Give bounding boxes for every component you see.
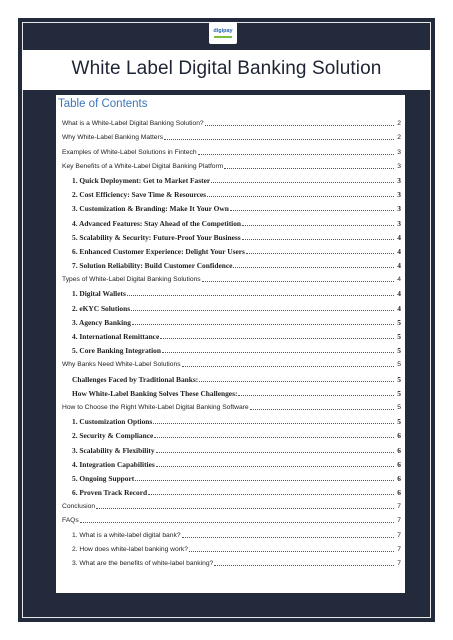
toc-entry[interactable] <box>62 284 401 298</box>
toc-entry[interactable] <box>62 270 401 284</box>
toc-entry-title: 5. Ongoing Support <box>72 473 135 483</box>
toc-dot-leader <box>153 423 394 424</box>
toc-page-number: 4 <box>397 303 401 313</box>
toc-page-number: 5 <box>397 346 401 356</box>
toc-entry[interactable] <box>62 469 401 483</box>
toc-page-number: 2 <box>397 120 401 128</box>
toc-entry[interactable] <box>62 228 401 242</box>
toc-page-number: 5 <box>397 374 401 384</box>
toc-entry-title: 1. Digital Wallets <box>72 289 126 299</box>
toc-page-number: 4 <box>397 289 401 299</box>
toc-page-number: 5 <box>397 317 401 327</box>
digipay-logo <box>209 22 237 44</box>
toc-dot-leader <box>148 494 394 495</box>
toc-entry[interactable] <box>62 171 401 185</box>
toc-dot-leader <box>131 310 394 311</box>
toc-page-number: 7 <box>397 531 401 539</box>
toc-dot-leader <box>230 210 394 211</box>
toc-entry-title: 6. Proven Track Record <box>72 488 148 498</box>
toc-entry-title: 1. Quick Deployment: Get to Market Faster <box>72 175 211 185</box>
toc-entry[interactable] <box>62 355 401 369</box>
toc-dot-leader <box>198 154 394 155</box>
toc-page-number: 3 <box>397 204 401 214</box>
toc-entry-title: What is a White-Label Digital Banking Solution? <box>62 120 204 128</box>
toc-page-number: 6 <box>397 473 401 483</box>
toc-dot-leader <box>224 168 394 169</box>
toc-entry[interactable] <box>62 369 401 383</box>
toc-dot-leader <box>160 338 394 339</box>
toc-entry[interactable] <box>62 540 401 554</box>
toc-entry-title: 2. Cost Efficiency: Save Time & Resources <box>72 190 207 200</box>
toc-page-number: 4 <box>397 232 401 242</box>
toc-entry-title: Conclusion <box>62 503 96 511</box>
page-title: White Label Digital Banking Solution <box>71 58 382 79</box>
toc-entry-title: 5. Core Banking Integration <box>72 346 161 356</box>
toc-page-number: 3 <box>397 175 401 185</box>
toc-page-number: 5 <box>397 403 401 411</box>
toc-entry[interactable] <box>62 185 401 199</box>
toc-entry[interactable] <box>62 398 401 412</box>
toc-dot-leader <box>233 267 394 268</box>
toc-entry-title: 2. eKYC Solutions <box>72 303 131 313</box>
toc-page-number: 4 <box>397 261 401 271</box>
logo-text: digipay <box>213 28 233 34</box>
toc-entry[interactable] <box>62 157 401 171</box>
toc-entry[interactable] <box>62 199 401 213</box>
toc-entry[interactable] <box>62 440 401 454</box>
toc-entry-title: Challenges Faced by Traditional Banks: <box>72 374 199 384</box>
toc-page-number: 3 <box>397 190 401 200</box>
toc-dot-leader <box>132 324 394 325</box>
toc-entry[interactable] <box>62 412 401 426</box>
toc-page-number: 5 <box>397 388 401 398</box>
toc-dot-leader <box>214 565 394 566</box>
toc-page-number: 6 <box>397 431 401 441</box>
toc-page-number: 6 <box>397 445 401 455</box>
toc-entry[interactable] <box>62 327 401 341</box>
toc-entry-title: 1. Customization Options <box>72 417 153 427</box>
toc-entry[interactable] <box>62 298 401 312</box>
toc-entry[interactable] <box>62 242 401 256</box>
toc-heading: Table of Contents <box>58 98 148 110</box>
toc-entry-title: 3. Agency Banking <box>72 317 131 327</box>
toc-page-number: 6 <box>397 488 401 498</box>
toc-entry[interactable] <box>62 341 401 355</box>
toc-dot-leader <box>182 366 394 367</box>
toc-dot-leader <box>199 381 394 382</box>
toc-entry-title: 3. Customization & Branding: Make It Your Own <box>72 204 229 214</box>
toc-dot-leader <box>238 395 394 396</box>
toc-page-number: 7 <box>397 517 401 525</box>
toc-dot-leader <box>250 409 394 410</box>
toc-page-number: 4 <box>397 276 401 284</box>
toc-entry[interactable] <box>62 142 401 156</box>
toc-entry-title: 7. Solution Reliability: Build Customer Confidence <box>72 261 233 271</box>
toc-entry-title: Examples of White-Label Solutions in Fintech <box>62 148 197 156</box>
toc-entry-title: 4. Advanced Features: Stay Ahead of the Competition <box>72 218 242 228</box>
toc-dot-leader <box>156 452 394 453</box>
toc-entry-title: How to Choose the Right White-Label Digital Banking Software <box>62 403 249 411</box>
toc-entry-title: 4. Integration Capabilities <box>72 459 155 469</box>
toc-page-number: 5 <box>397 332 401 341</box>
toc-entry[interactable] <box>62 525 401 539</box>
toc-entry-title: 5. Scalability & Security: Future-Proof Your Business <box>72 232 241 242</box>
toc-entry[interactable] <box>62 455 401 469</box>
toc-entry-title: Key Benefits of a White-Label Digital Banking Platform <box>62 162 224 170</box>
toc-entry[interactable] <box>62 554 401 568</box>
toc-page-number: 3 <box>397 162 401 170</box>
toc-page-number: 7 <box>397 560 401 567</box>
toc-dot-leader <box>211 182 394 183</box>
toc-dot-leader <box>80 522 394 523</box>
toc-page-number: 5 <box>397 417 401 427</box>
toc-entry[interactable] <box>62 128 401 142</box>
toc-page-number: 4 <box>397 246 401 256</box>
toc-panel <box>56 95 405 593</box>
toc-dot-leader <box>96 508 394 509</box>
toc-dot-leader <box>135 480 394 481</box>
toc-entry-title: 2. Security & Compliance <box>72 431 154 441</box>
toc-entry[interactable] <box>62 384 401 398</box>
toc-list <box>62 114 401 568</box>
title-band <box>22 50 431 90</box>
toc-entry-title: Why White-Label Banking Matters <box>62 134 164 142</box>
toc-entry-title: 3. What are the benefits of white-label banking? <box>72 560 214 567</box>
toc-entry[interactable] <box>62 483 401 497</box>
toc-entry-title: Why Banks Need White-Label Solutions <box>62 361 181 369</box>
toc-dot-leader <box>156 466 394 467</box>
toc-dot-leader <box>189 551 394 552</box>
toc-page-number: 5 <box>397 361 401 369</box>
toc-dot-leader <box>154 437 394 438</box>
toc-entry-title: 3. Scalability & Flexibility <box>72 445 155 455</box>
toc-dot-leader <box>182 537 394 538</box>
toc-entry-title: 2. How does white-label banking work? <box>72 545 188 553</box>
toc-entry[interactable] <box>62 511 401 525</box>
toc-entry[interactable] <box>62 426 401 440</box>
toc-entry-title: FAQs <box>62 517 79 525</box>
toc-entry-title: Types of White-Label Digital Banking Solutions <box>62 276 201 284</box>
toc-dot-leader <box>202 281 394 282</box>
toc-entry[interactable] <box>62 256 401 270</box>
toc-dot-leader <box>205 125 394 126</box>
toc-entry-title: How White-Label Banking Solves These Challenges: <box>72 388 238 398</box>
logo-accent-bar <box>214 36 232 38</box>
toc-entry[interactable] <box>62 213 401 227</box>
toc-entry[interactable] <box>62 114 401 128</box>
toc-page-number: 7 <box>397 503 401 511</box>
toc-page-number: 3 <box>397 148 401 156</box>
toc-entry[interactable] <box>62 497 401 511</box>
toc-entry[interactable] <box>62 313 401 327</box>
toc-page-number: 2 <box>397 134 401 142</box>
toc-dot-leader <box>246 253 394 254</box>
toc-page-number: 6 <box>397 459 401 469</box>
toc-entry-title: 1. What is a white-label digital bank? <box>72 531 181 539</box>
toc-entry-title: 6. Enhanced Customer Experience: Delight Your Users <box>72 246 245 256</box>
toc-dot-leader <box>242 225 394 226</box>
toc-entry-title: 4. International Remittance <box>72 332 160 341</box>
toc-dot-leader <box>162 352 394 353</box>
toc-dot-leader <box>242 239 394 240</box>
toc-dot-leader <box>164 139 394 140</box>
toc-dot-leader <box>207 196 394 197</box>
toc-page-number: 3 <box>397 218 401 228</box>
toc-page-number: 7 <box>397 545 401 553</box>
toc-dot-leader <box>127 295 394 296</box>
